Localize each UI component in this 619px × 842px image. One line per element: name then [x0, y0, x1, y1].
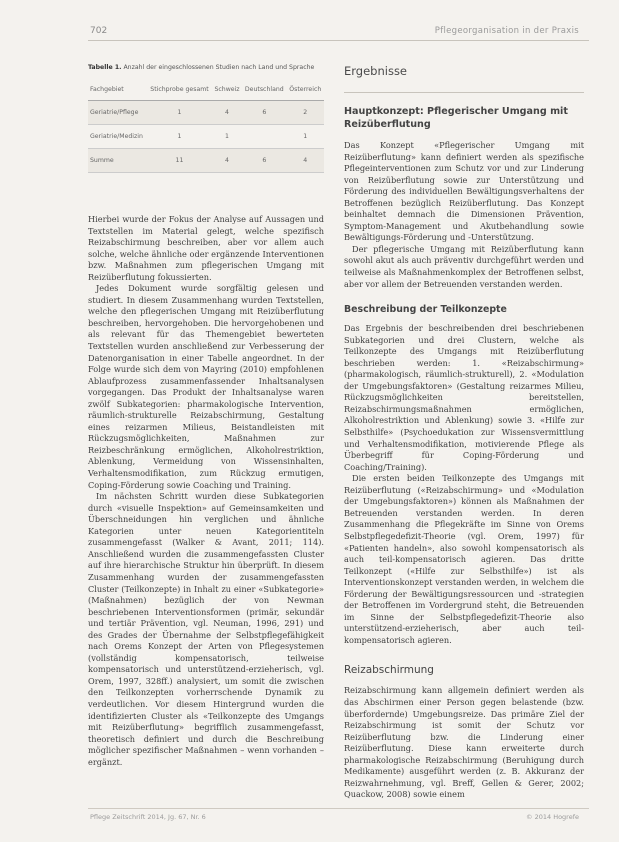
table-cell: Geriatrie/Pflege: [88, 100, 147, 124]
table-caption-label: Tabelle 1.: [88, 64, 122, 71]
table-cell: 11: [147, 148, 212, 172]
table-header-row: [88, 84, 324, 100]
table-cell: 4: [287, 148, 324, 172]
table-cell: 4: [212, 148, 242, 172]
main-text: [344, 140, 584, 290]
footer-journal: Pflege Zeitschrift 2014, Jg. 67, Nr. 6: [90, 813, 206, 821]
paragraph: Das Konzept «Pflegerischer Umgang mit Reizüberflutung» kann definiert werden als spezifische Pflegeinterventionen zum Schutz vor und zur Linderung von Reizüberflutung sowie zur Unterstützung und Förderung des individuellen Bewältigungsverhaltens der Betroffenen bezüglich Reizüberflutung. Das Konzept beinhaltet demnach die Dimensionen Prävention, Symptom-Management und Akutbehandlung sowie Bewältigungs-Förderung und -Unterstützung.: [344, 140, 584, 243]
paragraph: Der pflegerische Umgang mit Reizüberflutung kann sowohl akut als auch präventiv durchgeführt werden und teilweise als Maßnahmenkomplex der Betroffenen selbst, aber vor allem der Betreuenden verstanden werden.: [344, 243, 584, 289]
table-row: [88, 124, 324, 148]
table-cell: Geriatrie/Medizin: [88, 124, 147, 148]
table-header-cell: Schweiz: [212, 84, 242, 100]
header-rule: [88, 40, 589, 41]
paragraph: Hierbei wurde der Fokus der Analyse auf Aussagen und Textstellen im Material gelegt, welche spezifisch Reizabschirmung beschreiben, aber vor allem auch solche, welche ähnliche oder ergänzende Interventionen bzw. Maßnahmen zum pflegerischen Umgang mit Reizüberflutung fokussierten.: [88, 214, 324, 282]
left-column-text: [88, 214, 324, 768]
sec-text: [344, 685, 584, 800]
main-heading: Hauptkonzept: Pflegerischer Umgang mit Reizüberflutung: [344, 106, 568, 130]
page-number: 702: [90, 26, 108, 36]
right-column: [344, 64, 584, 801]
table-row: [88, 100, 324, 124]
table-caption: [88, 64, 324, 72]
paragraph: Die ersten beiden Teilkonzepte des Umgangs mit Reizüberflutung («Reizabschirmung» und «Modulation der Umgebungsfaktoren») können als Maßnahmen der Betreuenden verstanden werden. In deren Zusammenhang die Pflegekräfte im Sinne von Orems Selbstpflegedefizit-Theorie (vgl. Orem, 1997) für «Patienten handeln», also sowohl kompensatorisch als auch teil-kompensatorisch agieren. Das dritte Teilkonzept («Hilfe zur Selbsthilfe») ist als Interventionskonzept verstanden werden, in welchem die Förderung der Bewältigungsressourcen und -strategien der Betroffenen im Vordergrund steht, die Betreuenden im Sinne der Selbstpflegedefizit-Theorie also unterstützend-erzieherisch, aber auch teil-kompensatorisch agieren.: [344, 473, 584, 645]
running-title: Pflegeorganisation in der Praxis: [434, 26, 579, 36]
table-block: [88, 64, 324, 173]
paragraph: Das Ergebnis der beschreibenden drei beschriebenen Subkategorien und drei Clustern, welche als Teilkonzepte des Umgangs mit Reizüberflutung beschrieben werden: 1. «Reizabschirmung» (pharmakologisch, räumlich-strukturell), 2. «Modulation der Umgebungsfaktoren» (Gestaltung reizarmes Milieu, Rückzugsmöglichkeiten bereitstellen, Reizabschirmungsmaßnahmen ermöglichen, Alkoholrestriktion und Ablenkung) sowie 3. «Hilfe zur Selbsthilfe» (Psychoedukation zur Wissensvermittlung und Verhaltensmodifikation, motivierende Pflege als Überbegriff für Coping-Förderung und Coaching/Training).: [344, 323, 584, 472]
paragraph: Im nächsten Schritt wurden diese Subkategorien durch «visuelle Inspektion» auf Gemeinsamkeiten und Überschneidungen hin verglichen und ähnliche Kategorien unter neuen Kategorientiteln zusammengefasst (Walker & Avant, 2011; 114). Anschließend wurden die zusammengefassten Cluster auf ihre hierarchische Struktur hin überprüft. In diesem Zusammenhang wurden der zusammengefassten Cluster (Teilkonzepte) in Inhalt zu einer «Subkategorie» (Maßnahmen) bezüglich der von Newman beschriebenen Interventionsformen (primär, sekundär und tertiär Prävention, vgl. Neuman, 1996, 291) und des Grades der Übernahme der Selbstpflegefähigkeit nach Orems Konzept der Arten von Pflegesystemen (vollständig kompensatorisch, teilweise kompensatorisch und unterstützend-erzieherisch, vgl. Orem, 1997, 328ff.) analysiert, um somit die zwischen den Teilkonzepten vorherrschende Dynamik zu verdeutlichen. Vor diesem Hintergrund wurden die identifizierten Cluster als «Teilkonzepte des Umgangs mit Reizüberflutung» begrifflich zusammengefasst, theoretisch definiert und durch die Beschreibung möglicher spezifischer Maßnahmen – wenn vorhanden – ergänzt.: [88, 491, 324, 767]
table-cell: 4: [212, 100, 242, 124]
table-cell: 2: [287, 100, 324, 124]
paragraph: Reizabschirmung kann allgemein definiert werden als das Abschirmen einer Person gegen belastende (bzw. überfordernde) Umgebungsreize. Das primäre Ziel der Reizabschirmung ist somit der Schutz vor Reizüberflutung bzw. die Linderung einer Reizüberflutung. Diese kann erweiterte durch pharmakologische Reizabschirmung (Beruhigung durch Medikamente) ausgeführt werden (z. B. Akkuranz der Reizwahrnehmung, vgl. Breff, Gellen & Gerer, 2002; Quackow, 2008) sowie einem: [344, 685, 584, 800]
table-cell: 1: [147, 124, 212, 148]
table-header-cell: Stichprobe gesamt: [147, 84, 212, 100]
table-cell: Summe: [88, 148, 147, 172]
sub-text: [344, 323, 584, 646]
table-header-cell: Österreich: [287, 84, 324, 100]
section-heading: Reizabschirmung: [344, 664, 434, 677]
table-header-cell: Deutschland: [242, 84, 286, 100]
footer-rule: [88, 808, 589, 809]
section-rule: [344, 92, 584, 93]
studies-table: [88, 84, 324, 173]
section-title: Ergebnisse: [344, 64, 408, 78]
paragraph: Jedes Dokument wurde sorgfältig gelesen und studiert. In diesem Zusammenhang wurden Textstellen, welche den pflegerischen Umgang mit Reizüberflutung beschreiben, hervorgehoben. Die hervorgehobenen und als relevant für das Themengebiet bewerteten Textstellen wurden anschließend zur Verbesserung der Datenorganisation in einer Tabelle angeordnet. In der Folge wurde sich dem von Mayring (2010) empfohlenen Ablaufprozess zusammenfassender Inhaltsanalysen vorgegangen. Das Produkt der Inhaltsanalyse waren zwölf Subkategorien: pharmakologische Intervention, räumlich-strukturelle Reizabschirmung, Gestaltung eines reizarmen Milieus, Beistandleisten mit Rückzugsmöglichkeiten, Maßnahmen zur Reizbeschränkung ermöglichen, Alkoholrestriktion, Ablenkung, Vermeidung von Wissensinhalten, Verhaltensmodifikation, zum Rückzug ermutigen, Coping-Förderung sowie Coaching und Training.: [88, 283, 324, 490]
table-cell: 6: [242, 148, 286, 172]
table-row: [88, 148, 324, 172]
table-header-cell: Fachgebiet: [88, 84, 147, 100]
sub-heading: Beschreibung der Teilkonzepte: [344, 304, 507, 316]
table-cell: 6: [242, 100, 286, 124]
table-cell: 1: [147, 100, 212, 124]
table-caption-text: Anzahl der eingeschlossenen Studien nach Land und Sprache: [123, 64, 315, 71]
table-cell: 1: [287, 124, 324, 148]
table-cell: 1: [212, 124, 242, 148]
table-cell: [242, 124, 286, 148]
footer-publisher: © 2014 Hogrefe: [526, 813, 579, 821]
